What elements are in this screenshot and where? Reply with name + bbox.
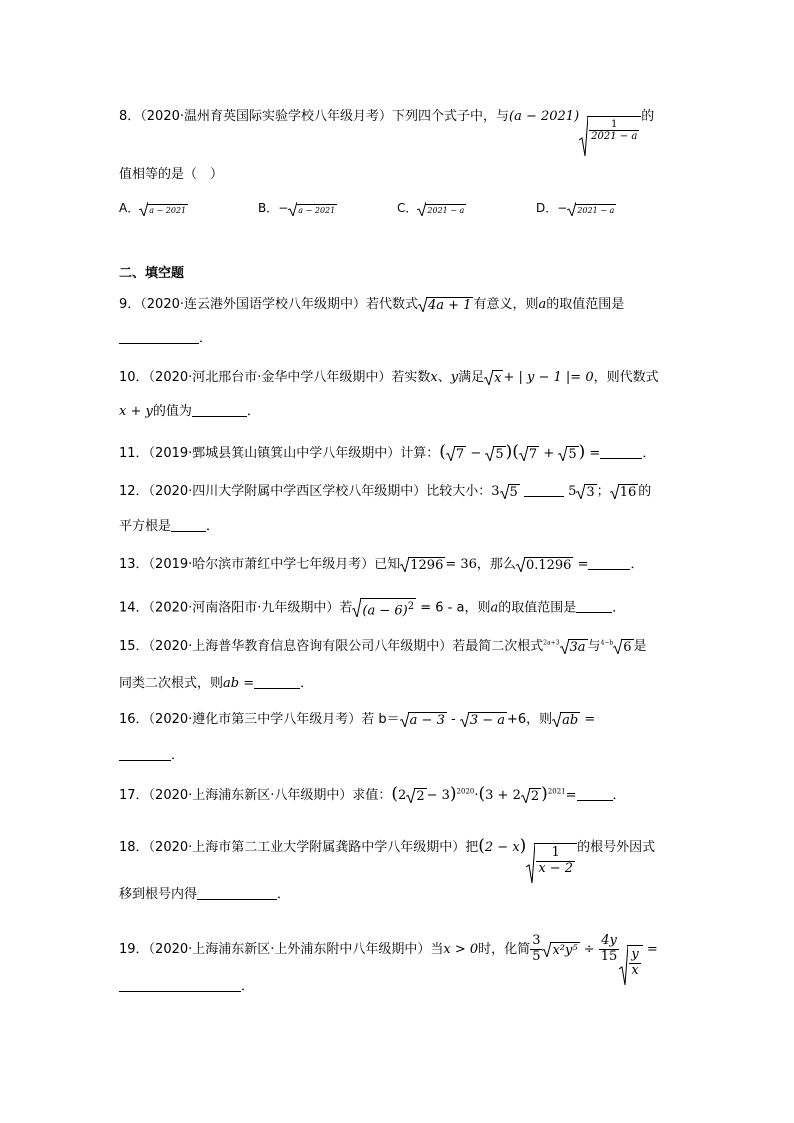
q12-compare-blank[interactable]	[524, 496, 564, 497]
q18-line1: 18．（2020·上海市第二工业大学附属龚路中学八年级期中）把(2 − x) $\frac{1}{x - 2}$ 的根号外因式	[119, 838, 655, 877]
q14-line: 14．（2020·河南洛阳市·九年级期中）若 $(a - 6)^2 = 6 - a$，则a的取值范围是 ．	[119, 598, 625, 617]
q19-line2: ．	[119, 980, 254, 993]
q12-answer-blank[interactable]	[171, 531, 206, 532]
q14-answer-blank[interactable]	[576, 612, 612, 613]
q9-line2: ．	[119, 332, 212, 345]
q11-line: 11．（2019·鄄城县箕山镇箕山中学八年级期中）计算：( 7 − 5 )( 7 + 5 ) = ．	[119, 442, 656, 462]
q17-answer-blank[interactable]	[577, 800, 613, 801]
q10-line2: x + y的值为 ．	[119, 404, 260, 419]
q10-answer-blank[interactable]	[192, 416, 247, 417]
q13-line: 13．（2019·哈尔滨市萧红中学七年级月考）已知 1296 = 36，那么 0.1296 = ．	[119, 557, 644, 573]
q16-line1: 16．（2020·遵化市第三中学八年级月考）若 b＝ a − 3 - 3 − a +6，则 ab =	[119, 712, 596, 728]
q10-line1: 10．（2020·河北邢台市·金华中学八年级期中）若实数x、y满足 x + | y − 1 |= 0，则代数式	[119, 370, 659, 386]
q8-stem: 8．（2020·温州育英国际实验学校八年级月考）下列四个式子中，与	[119, 109, 509, 124]
q9-line1: 9．（2020·连云港外国语学校八年级期中）若代数式 4a + 1 有意义，则a的取值范围是	[119, 297, 625, 313]
q8-option-a: A． a − 2021	[119, 201, 187, 215]
q12-line2: 平方根是 ．	[119, 519, 220, 534]
q17-line: 17．（2020·上海浦东新区·八年级期中）求值：(2 2 − 3)$^{2020}$·(3 + 2 2 )$^{2021}$= ．	[119, 784, 626, 804]
q16-line2: ．	[119, 749, 184, 762]
q8-stem-end: 的	[641, 109, 655, 124]
q16-answer-blank[interactable]	[119, 760, 171, 761]
q8-option-d: D．− 2021 − a	[536, 201, 615, 215]
q8-line2: 值相等的是（ ）	[119, 167, 224, 182]
q8-line1	[119, 110, 654, 143]
q8-sqrt	[579, 116, 641, 143]
q15-line2: 同类二次根式，则ab = ．	[119, 676, 314, 691]
q18-line2: 移到根号内得 ．	[119, 887, 291, 902]
q18-answer-blank[interactable]	[197, 899, 277, 900]
q15-line1: 15．（2020·上海普华教育信息咨询有限公司八年级期中）若最简二次根式$^{2a+3}$ 3a 与$^{4-b}$ 6 是	[119, 639, 647, 655]
q19-line1: 19．（2020·上海浦东新区·上外浦东附中八年级期中）当x > 0时，化简 $\frac{3}{5}$ x²y⁵ ÷ $\frac{4y}{15}$ $\frac{y}{x}$ =	[119, 934, 658, 979]
q12-line1: 12．（2020·四川大学附属中学西区学校八年级期中）比较大小：3 5 5 3 ； 16 的	[119, 484, 652, 500]
q9-answer-blank[interactable]	[119, 343, 199, 344]
q13-answer-blank[interactable]	[588, 569, 630, 570]
q8-option-c: C． 2021 − a	[397, 201, 465, 215]
q8-option-b: B．− a − 2021	[258, 201, 336, 215]
q11-answer-blank[interactable]	[600, 458, 642, 459]
q8-expr: (a − 2021)	[509, 109, 580, 124]
section-title: 二、填空题	[119, 266, 185, 281]
q8-frac-num: 1	[589, 119, 639, 132]
q19-answer-blank[interactable]	[119, 991, 241, 992]
q9-sqrt: 4a + 1	[418, 297, 473, 312]
q15-answer-blank[interactable]	[254, 688, 300, 689]
q8-frac-den: 2021 − a	[591, 131, 638, 142]
